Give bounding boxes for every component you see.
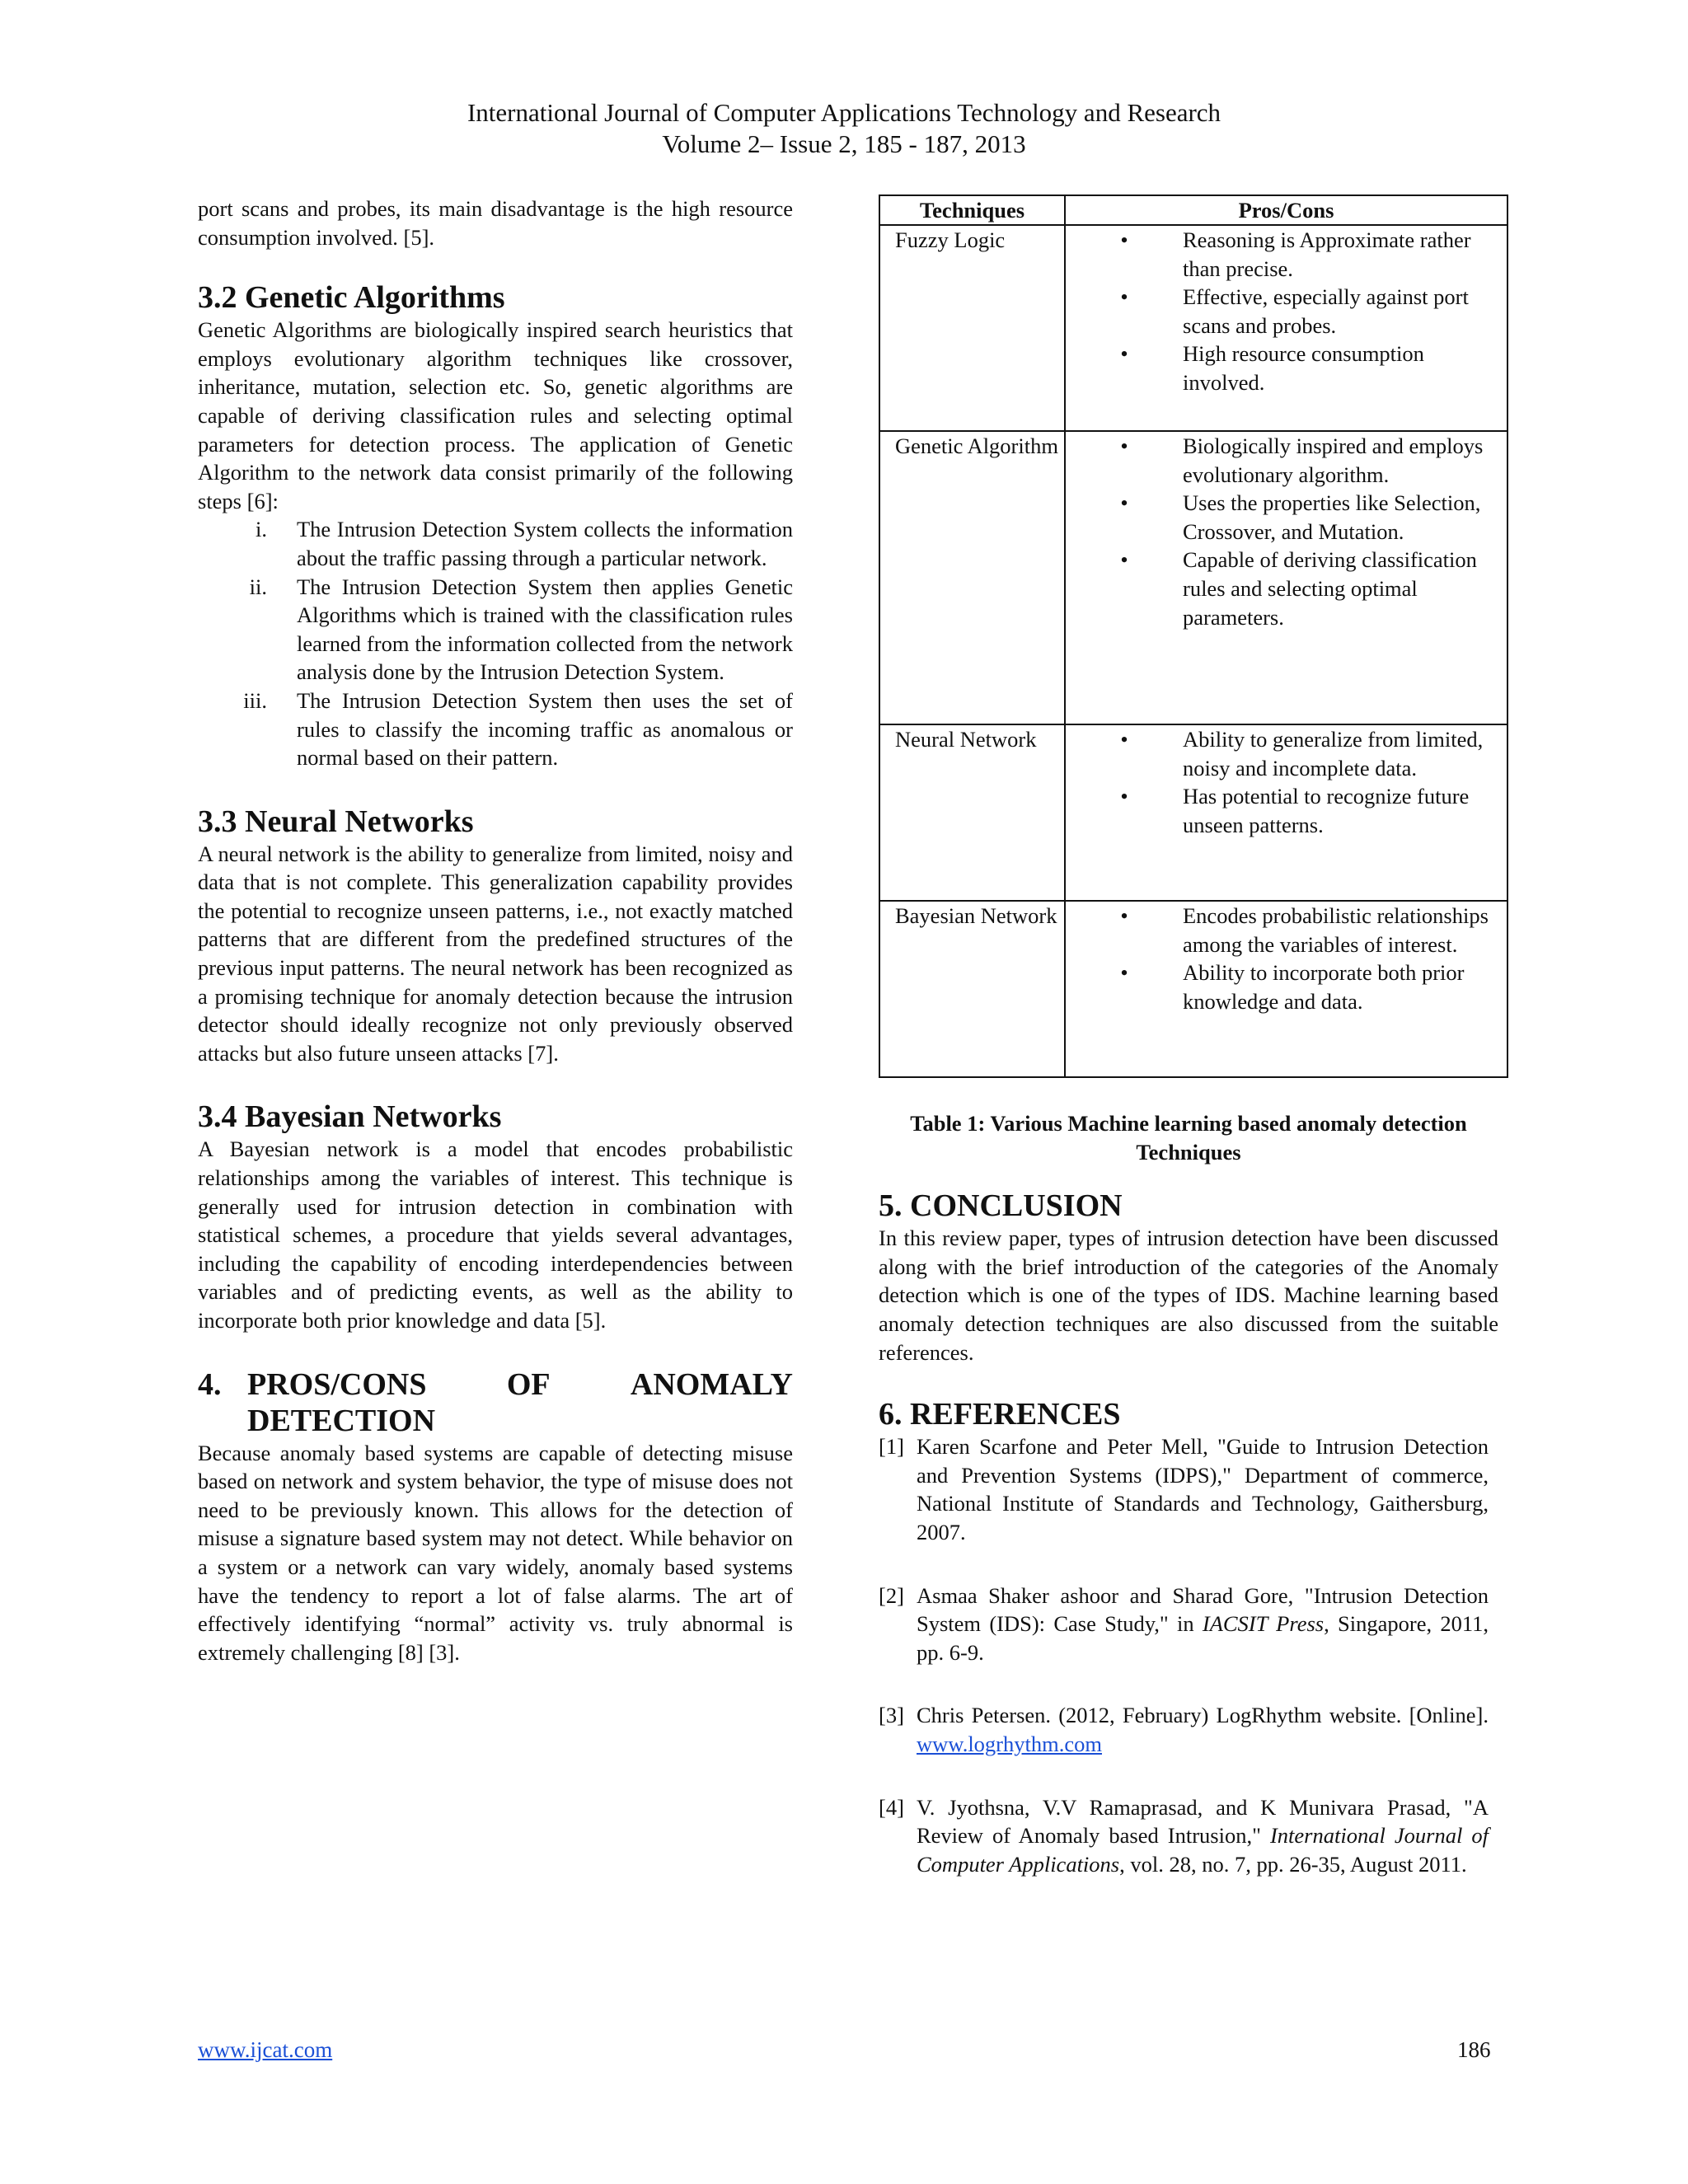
table-caption: Table 1: Various Machine learning based anomaly detection Techniques (910, 1111, 1467, 1165)
column-header-pros-cons: Pros/Cons (1065, 195, 1507, 225)
page-number: 186 (1457, 2037, 1491, 2062)
right-column (879, 194, 1498, 1878)
section-3-3-heading: 3.3 Neural Networks (198, 804, 474, 839)
running-header (0, 97, 1688, 160)
table-row (879, 724, 1507, 901)
section-4-heading: 4. PROS/CONS OF ANOMALY DETECTION (198, 1366, 793, 1438)
technique-cell: Fuzzy Logic (879, 225, 1065, 431)
section-3-2-heading: 3.2 Genetic Algorithms (198, 280, 505, 316)
table-header-row (879, 195, 1507, 225)
technique-cell: Genetic Algorithm (879, 431, 1065, 724)
section-3-3-body: A neural network is the ability to generalize from limited, noisy and data that is not complete. This generalization capability provides the potential to recognize unseen patterns, i.e., not exactly matched patterns that are different from the predefined structures of the previous input patterns. The neural network has been recognized as a promising technique for anomaly detection because the intrusion detector should ideally recognize not only previously observed attacks but also future unseen attacks [7]. (198, 841, 793, 1066)
table-row (879, 431, 1507, 724)
reference-item: [4] V. Jyothsna, V.V Ramaprasad, and K Munivara Prasad, "A Review of Anomaly based Intrusion," International Journal of Computer Applications, vol. 28, no. 7, pp. 26-35, August 2011. (879, 1794, 1489, 1877)
pros-cons-cell: • Biologically inspired and employs evolutionary algorithm. • Uses the properties like Selection, Crossover, and Mutation. • Capable of deriving classification rules and selecting optimal parameters. (1065, 431, 1507, 724)
list-item: iii. The Intrusion Detection System then uses the set of rules to classify the incoming traffic as anomalous or normal based on their pattern. (243, 687, 793, 771)
section-3-2-body: Genetic Algorithms are biologically inspired search heuristics that employs evolutionary algorithm techniques like crossover, inheritance, mutation, selection etc. So, genetic algorithms are capable of deriving classification rules and selecting optimal parameters for detection process. The application of Genetic Algorithm to the network data consist primarily of the following steps [6]: (198, 317, 793, 513)
reference-item: [3] Chris Petersen. (2012, February) LogRhythm website. [Online]. www.logrhythm.com (879, 1703, 1489, 1756)
techniques-table (879, 194, 1508, 1078)
list-item: ii. The Intrusion Detection System then applies Genetic Algorithms which is trained with the classification rules learned from the information collected from the network analysis done by the Intrusion Detection System. (249, 574, 793, 685)
genetic-steps-list (198, 515, 793, 771)
pros-cons-cell: • Encodes probabilistic relationships among the variables of interest. • Ability to incorporate both prior knowledge and data. (1065, 901, 1507, 1077)
section-5-heading: 5. CONCLUSION (879, 1188, 1123, 1224)
reference-item: [2] Asmaa Shaker ashoor and Sharad Gore, "Intrusion Detection System (IDS): Case Study," in IACSIT Press, Singapore, 2011, pp. 6-9. (879, 1582, 1489, 1665)
section-3-4-heading: 3.4 Bayesian Networks (198, 1099, 502, 1135)
pros-cons-cell: • Reasoning is Approximate rather than precise. • Effective, especially against port scans and probes. • High resource consumption involved. (1065, 225, 1507, 431)
section-4-body: Because anomaly based systems are capable of detecting misuse based on network and system behavior, the type of misuse does not need to be previously known. This allows for the detection of misuse a signature based system may not detect. While behavior on a system or a network can vary widely, anomaly based systems have the tendency to report a lot of false alarms. The art of effectively identifying “normal” activity vs. truly abnormal is extremely challenging [8] [3]. (198, 1440, 793, 1665)
pros-cons-cell: • Ability to generalize from limited, noisy and incomplete data. • Has potential to recognize future unseen patterns. (1065, 724, 1507, 901)
technique-cell: Neural Network (879, 724, 1065, 901)
column-header-techniques: Techniques (879, 195, 1065, 225)
section-3-4-body: A Bayesian network is a model that encodes probabilistic relationships among the variables of interest. This technique is generally used for intrusion detection in combination with statistical schemes, a procedure that yields several advantages, including the capability of encoding interdependencies between variables and of predicting events, as well as the ability to incorporate both prior knowledge and data [5]. (198, 1137, 793, 1333)
logrhythm-link[interactable]: www.logrhythm.com (917, 1731, 1102, 1756)
journal-volume: Volume 2– Issue 2, 185 - 187, 2013 (662, 129, 1026, 158)
table-row (879, 901, 1507, 1077)
footer-website-link[interactable]: www.ijcat.com (198, 2037, 333, 2062)
intro-paragraph: port scans and probes, its main disadvantage is the high resource consumption involved. [5]. (198, 196, 793, 250)
conclusion-body: In this review paper, types of intrusion detection have been discussed along with the brief introduction of the categories of the Anomaly detection which is one of the types of IDS. Machine learning based anomaly detection techniques are also discussed from the suitable references. (879, 1226, 1498, 1365)
section-6-heading: 6. REFERENCES (879, 1397, 1121, 1432)
reference-item: [1] Karen Scarfone and Peter Mell, "Guide to Intrusion Detection and Prevention Systems (IDPS)," Department of commerce, National Institute of Standards and Technology, Gaithersburg, 2007. (879, 1434, 1489, 1544)
left-column (198, 194, 793, 1666)
table-row (879, 225, 1507, 431)
journal-name: International Journal of Computer Applications Technology and Research (467, 98, 1221, 127)
list-item: i. The Intrusion Detection System collects the information about the traffic passing through a particular network. (256, 517, 793, 570)
technique-cell: Bayesian Network (879, 901, 1065, 1077)
